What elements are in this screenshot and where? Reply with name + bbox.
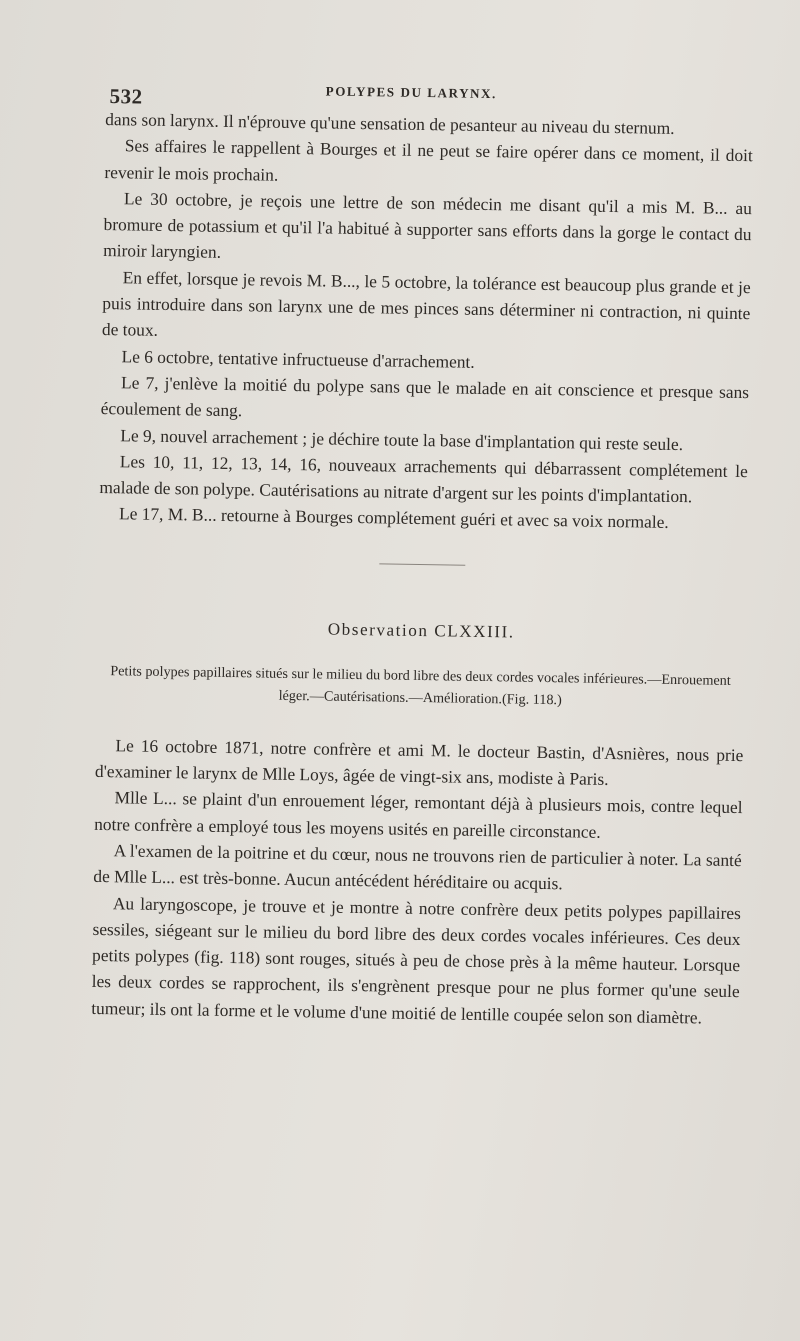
- paragraph: Mlle L... se plaint d'un enrouement léger, remontant déjà à plusieurs mois, contre lequel notre confrère a employé tous les moyens usités en pareille circonstance.: [94, 787, 743, 842]
- paragraph: En effet, lorsque je revois M. B..., le 5 octobre, la tolérance est beaucoup plus grande et je puis introduire dans son larynx une de mes pinces sans déterminer ni contraction, ni quinte de toux.: [101, 267, 751, 341]
- paragraph: Le 7, j'enlève la moitié du polype sans que le malade en ait conscience et presque sans écoulement de sang.: [100, 372, 750, 421]
- printed-sheet: [91, 72, 754, 1031]
- page-number: 532: [109, 84, 143, 109]
- paragraph: Les 10, 11, 12, 13, 14, 16, nouveaux arrachements qui débarrassent complétement le malade de son polype. Cautérisations au nitrate d'argent sur les points d'implantation.: [99, 451, 748, 507]
- paragraph: Le 30 octobre, je reçois une lettre de son médecin me disant qu'il a mis M. B... au bromure de potassium et qu'il l'a habitué à supporter sans efforts dans la gorge le contact du miroir laryngien.: [103, 188, 753, 263]
- paragraph: dans son larynx. Il n'éprouve qu'une sensation de pesanteur au niveau du sternum.: [105, 108, 675, 138]
- paragraph: Au laryngoscope, je trouve et je montre à notre confrère deux petits polypes papillaires sessiles, siégeant sur le milieu du bord libre des deux cordes vocales inférieures. Ces deux petits polypes (fig. 118) sont rouges, situés à peu de chose près à la même hauteur. Lorsque les deux cordes se rapprochent, ils s'engrènent presque pour ne plus former qu'une seule tumeur; ils ont la forme et le volume d'une moitié de lentille coupée selon son diamètre.: [91, 892, 742, 1028]
- paragraph: A l'examen de la poitrine et du cœur, nous ne trouvons rien de particulier à noter. La santé de Mlle L... est très-bonne. Aucun antécédent héréditaire ou acquis.: [93, 840, 742, 894]
- paragraph: Le 6 octobre, tentative infructueuse d'arrachement.: [121, 345, 475, 372]
- paragraph: Ses affaires le rappellent à Bourges et il ne peut se faire opérer dans ce moment, il doit revenir le mois prochain.: [104, 135, 753, 185]
- running-title: POLYPES DU LARYNX.: [325, 83, 498, 102]
- body-text-top: [99, 106, 754, 537]
- paragraph: Le 17, M. B... retourne à Bourges complétement guéri et avec sa voix normale.: [118, 503, 669, 533]
- paragraph: Le 16 octobre 1871, notre confrère et ami M. le docteur Bastin, d'Asnières, nous prie d'examiner le larynx de Mlle Loys, âgée de vingt-six ans, modiste à Paris.: [94, 734, 744, 790]
- observation-title: Observation CLXXIII.: [327, 619, 515, 642]
- paragraph: Le 9, nouvel arrachement ; je déchire toute la base d'implantation qui reste seule.: [120, 424, 684, 454]
- observation-summary: Petits polypes papillaires situés sur le milieu du bord libre des deux cordes vocales inférieures.—Enrouement léger.—Cautérisations.—Amélioration.(Fig. 118.): [110, 662, 731, 708]
- section-divider: [379, 563, 465, 565]
- observation-body: [91, 732, 743, 1031]
